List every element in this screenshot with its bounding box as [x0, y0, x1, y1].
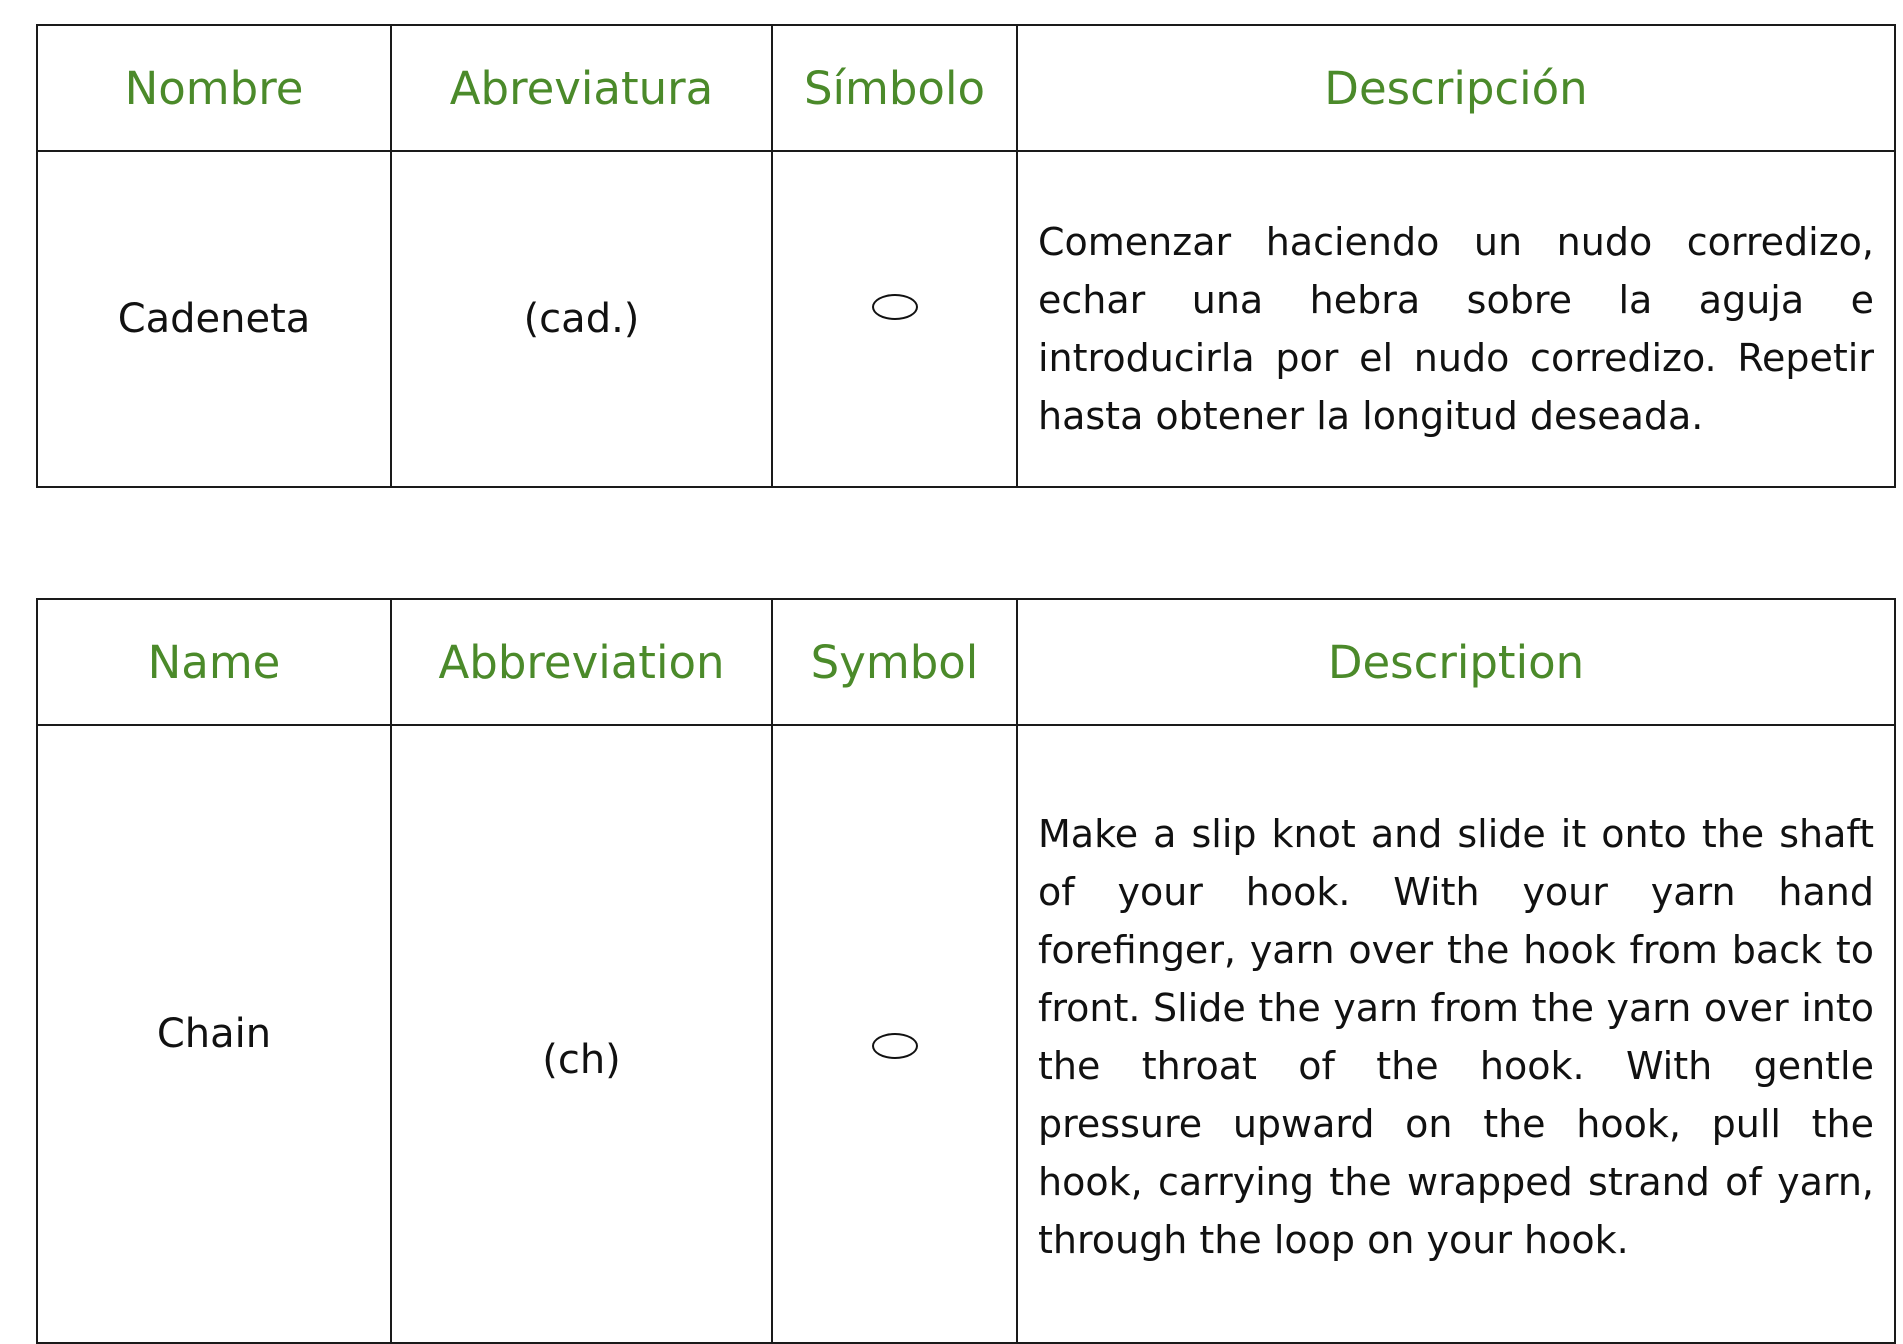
stitch-description: Make a slip knot and slide it onto the shaft of your hook. With your yarn hand forefinger, yarn over the hook from back to front. Slide the yarn from the yarn over into the throat of the hook. With gentle pressure upward on the hook, pull the hook, carrying the wrapped strand of yarn, through the loop on your hook. — [1038, 812, 1874, 1262]
spanish-header-row — [37, 25, 1895, 151]
table-row — [37, 151, 1895, 487]
header-abbreviation: Abreviatura — [391, 25, 772, 151]
stitch-name: Cadeneta — [37, 151, 391, 487]
header-description: Description — [1017, 599, 1895, 725]
table-row — [37, 725, 1895, 1343]
stitch-symbol-cell — [772, 151, 1017, 487]
stitch-abbreviation: (cad.) — [391, 151, 772, 487]
header-abbreviation: Abbreviation — [391, 599, 772, 725]
header-description: Descripción — [1017, 25, 1895, 151]
english-stitch-table — [36, 598, 1896, 1344]
stitch-name: Chain — [37, 725, 391, 1343]
stitch-description: Comenzar haciendo un nudo corredizo, echar una hebra sobre la aguja e introducirla por el nudo corredizo. Repetir hasta obtener la longitud deseada. — [1038, 220, 1874, 438]
header-name: Name — [37, 599, 391, 725]
stitch-abbreviation: (ch) — [391, 725, 772, 1343]
english-header-row — [37, 599, 1895, 725]
stitch-description-cell — [1017, 151, 1895, 487]
oval-chain-symbol-icon — [872, 1033, 918, 1059]
oval-chain-symbol-icon — [872, 294, 918, 320]
header-symbol: Símbolo — [772, 25, 1017, 151]
spanish-stitch-table — [36, 24, 1896, 488]
stitch-symbol-cell — [772, 725, 1017, 1343]
header-symbol: Symbol — [772, 599, 1017, 725]
header-name: Nombre — [37, 25, 391, 151]
stitch-description-cell — [1017, 725, 1895, 1343]
